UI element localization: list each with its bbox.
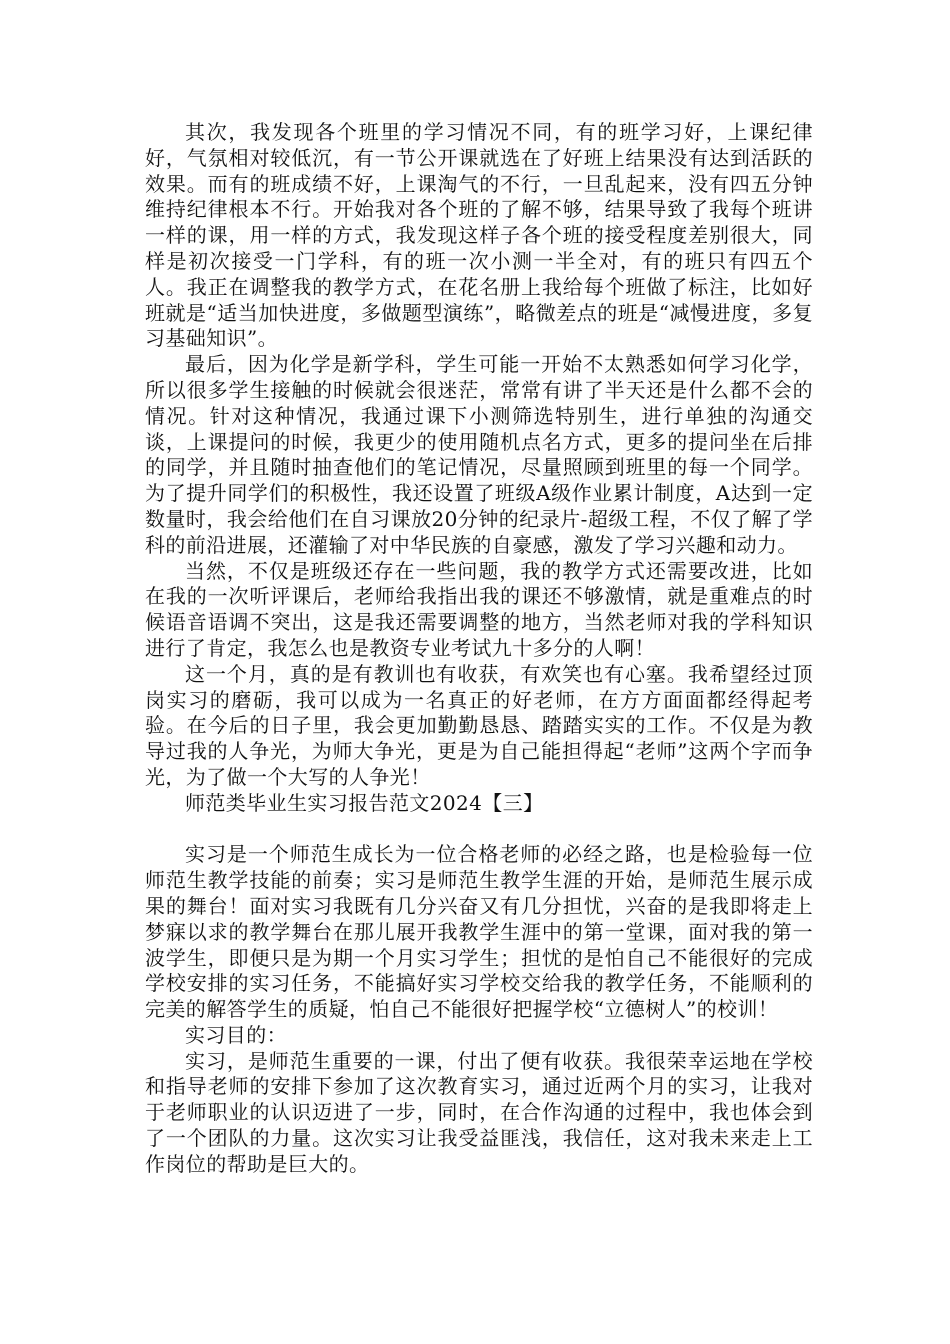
paragraph: 其次，我发现各个班里的学习情况不同，有的班学习好，上课纪律好，气氛相对较低沉，有一节公开课就选在了好班上结果没有达到活跃的效果。而有的班成绩不好，上课淘气的不行，一旦乱起来，没有四五分钟维持纪律根本不行。开始我对各个班的了解不够，结果导致了我每个班讲一样的课，用一样的方式，我发现这样子各个班的接受程度差别很大，同样是初次接受一门学科，有的班一次小测一半全对，有的班只有四五个人。我正在调整我的教学方式，在花名册上我给每个班做了标注，比如好班就是“适当加快进度，多做题型演练”，略微差点的班是“减慢进度，多复习基础知识”。 [145,120,813,351]
section-heading: 师范类毕业生实习报告范文2024【三】 [185,790,544,815]
paragraph: 最后，因为化学是新学科，学生可能一开始不太熟悉如何学习化学，所以很多学生接触的时候就会很迷茫，常常有讲了半天还是什么都不会的情况。针对这种情况，我通过课下小测筛选特别生，进行单独的沟通交谈，上课提问的时候，我更少的使用随机点名方式，更多的提问坐在后排的同学，并且随时抽查他们的笔记情况，尽量照顾到班里的每一个同学。为了提升同学们的积极性，我还设置了班级A级作业累计制度，A达到一定数量时，我会给他们在自习课放20分钟的纪录片-超级工程，不仅了解了学科的前沿进展，还灌输了对中华民族的自豪感，激发了学习兴趣和动力。 [145,352,813,557]
paragraph: 实习是一个师范生成长为一位合格老师的必经之路，也是检验每一位师范生教学技能的前奏；实习是师范生教学生涯的开始，是师范生展示成果的舞台！面对实习我既有几分兴奋又有几分担忧，兴奋的是我即将走上梦寐以求的教学舞台在那儿展开我教学生涯中的第一堂课，面对我的第一波学生，即便只是为期一个月实习学生；担忧的是怕自己不能很好的完成学校安排的实习任务，不能搞好实习学校交给我的教学任务，不能顺利的完美的解答学生的质疑，怕自己不能很好把握学校“立德树人”的校训！ [145,842,813,1022]
paragraph: 实习，是师范生重要的一课，付出了便有收获。我很荣幸运地在学校和指导老师的安排下参加了这次教育实习，通过近两个月的实习，让我对于老师职业的认识迈进了一步，同时，在合作沟通的过程中，我也体会到了一个团队的力量。这次实习让我受益匪浅，我信任，这对我未来走上工作岗位的帮助是巨大的。 [145,1048,813,1176]
paragraph: 这一个月，真的是有教训也有收获，有欢笑也有心塞。我希望经过顶岗实习的磨砺，我可以成为一名真正的好老师，在方方面面都经得起考验。在今后的日子里，我会更加勤勤恳恳、踏踏实实的工作。不仅是为教导过我的人争光，为师大争光，更是为自己能担得起“老师”这两个字而争光，为了做一个大写的人争光！ [145,661,813,789]
paragraph: 当然，不仅是班级还存在一些问题，我的教学方式还需要改进，比如在我的一次听评课后，老师给我指出我的课还不够激情，就是重难点的时候语音语调不突出，这是我还需要调整的地方，当然老师对我的学科知识进行了肯定，我怎么也是教资专业考试九十多分的人啊！ [145,558,813,660]
blank-line [145,817,813,843]
document-page [145,120,813,1178]
subheading: 实习目的： [185,1022,287,1047]
